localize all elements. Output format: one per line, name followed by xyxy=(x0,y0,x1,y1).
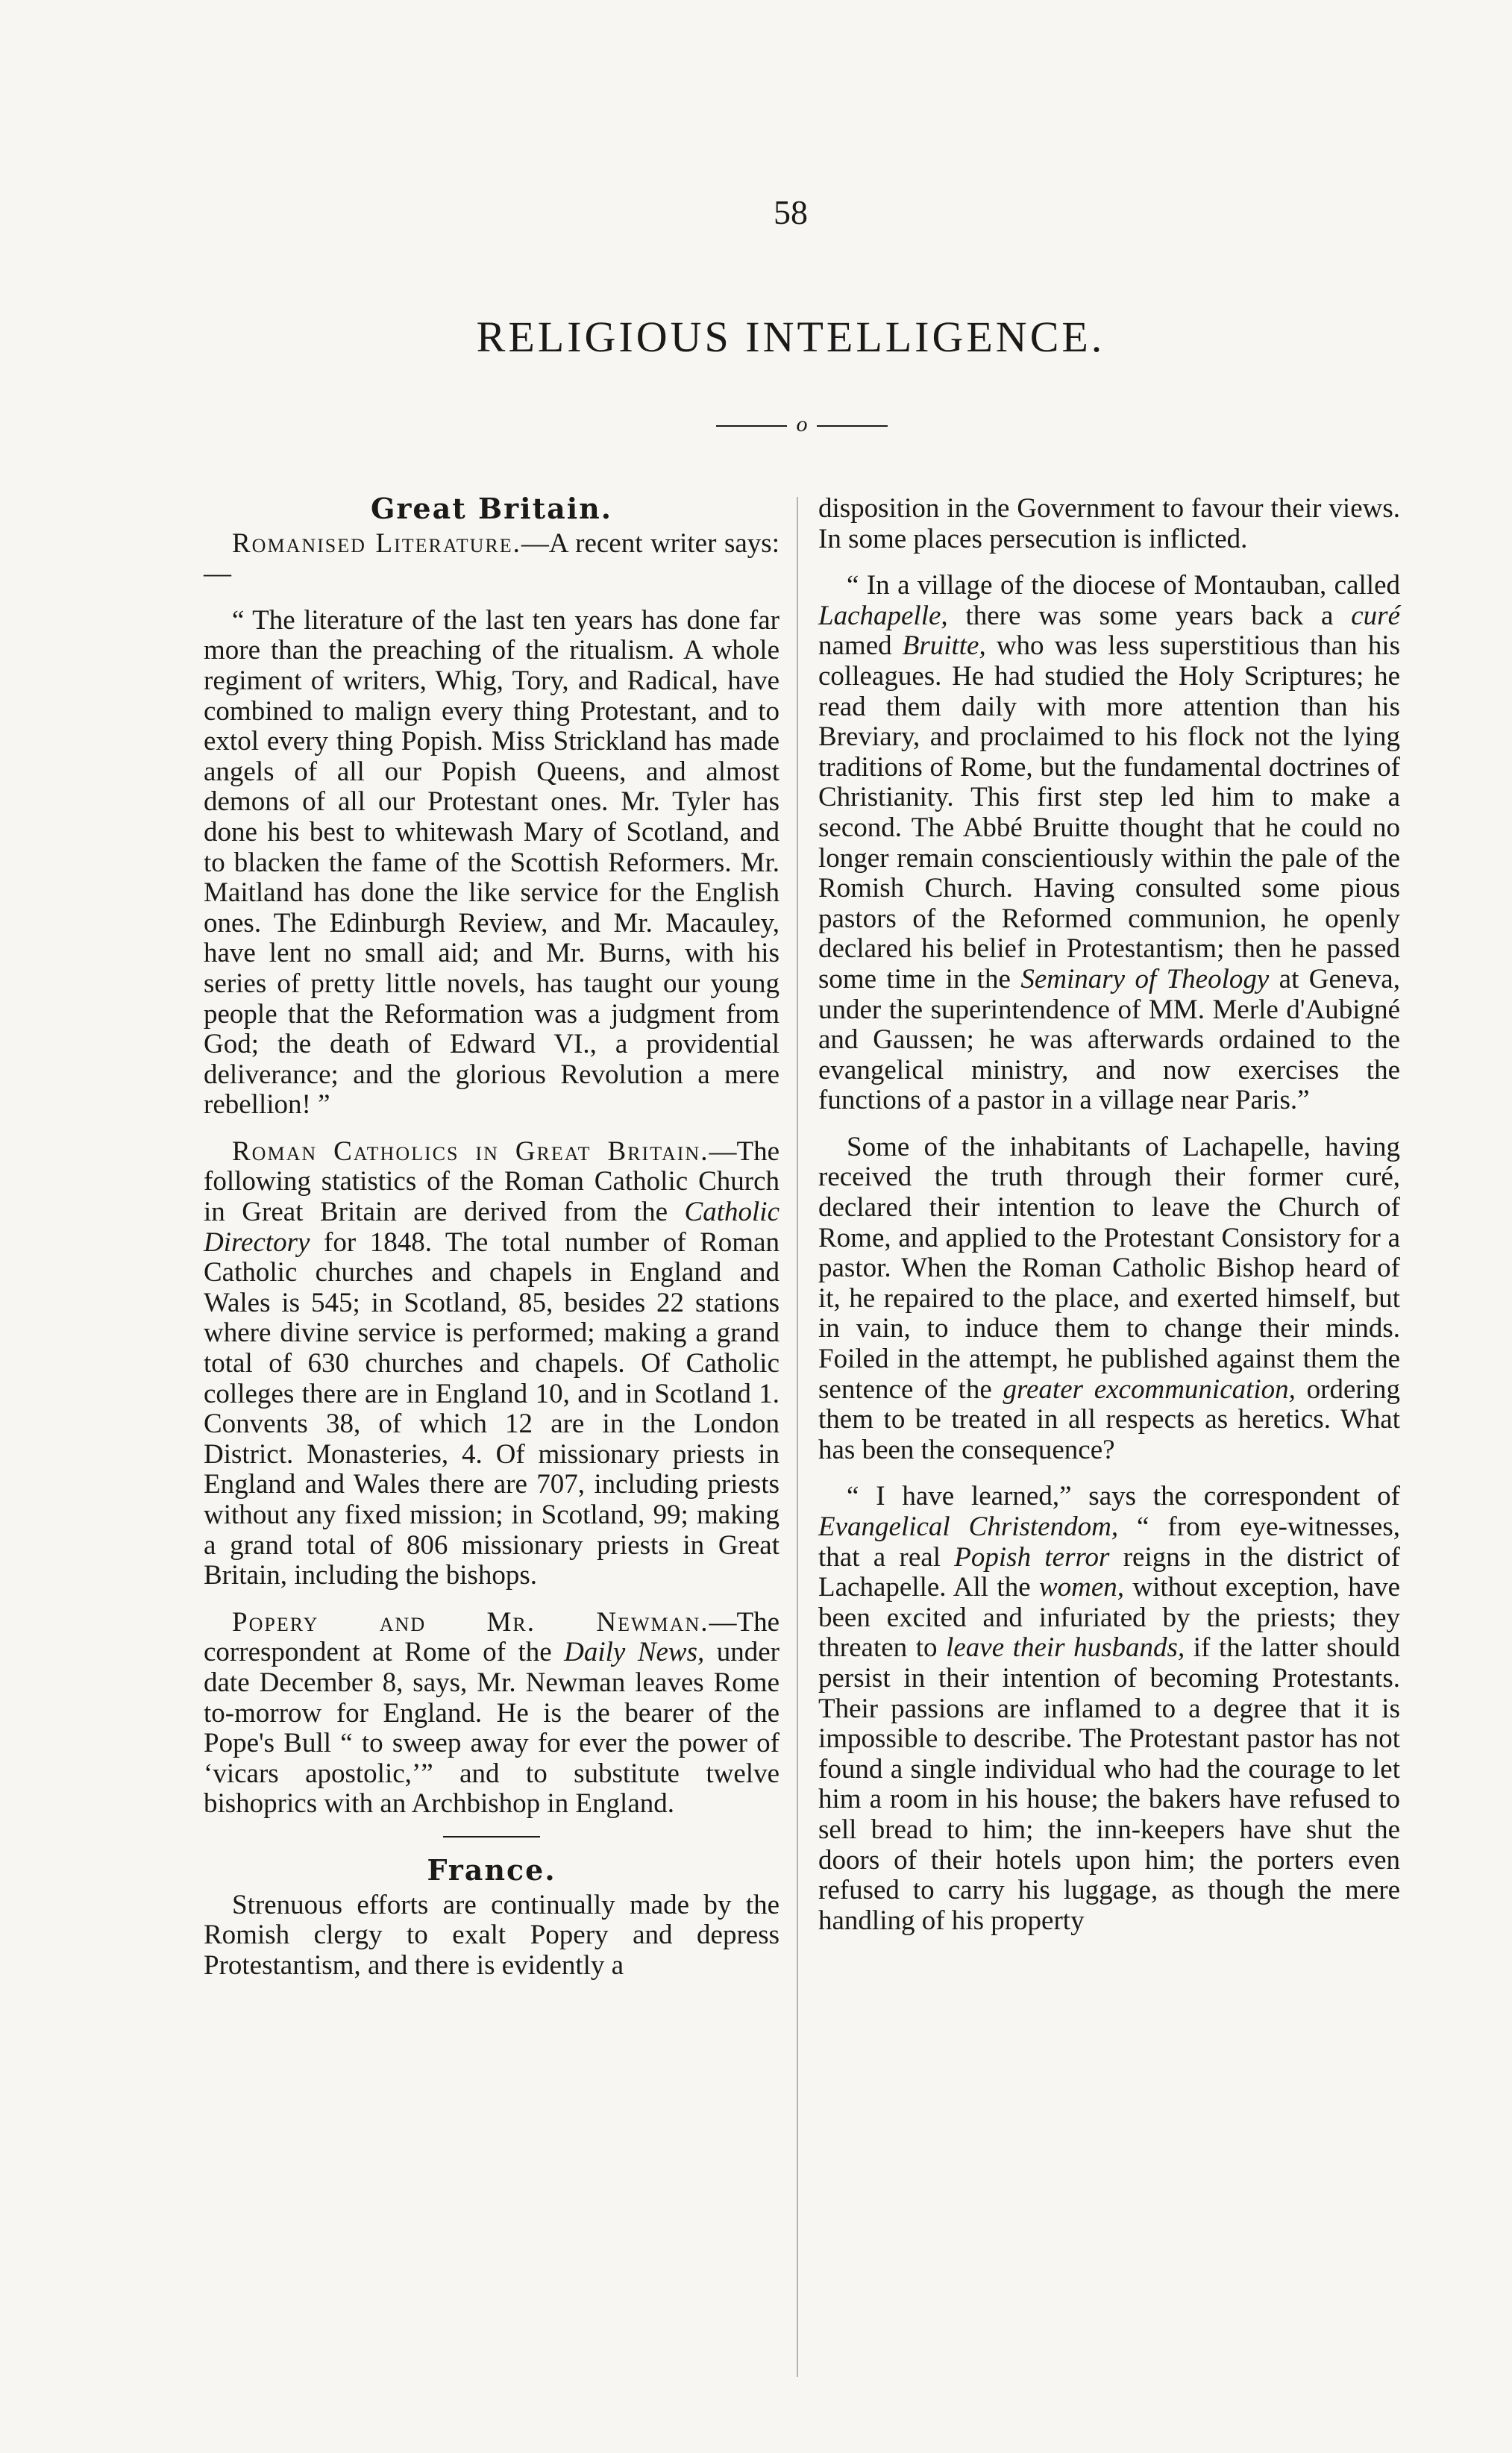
paragraph-correspondent: “ I have learned,” says the correspondent of Evangelical Christendom, “ from eye-witnesses, that a real Popish terror reigns in the district of Lachapelle. All the women, without exception, have been excited and infuriated by the priests; they threaten to leave their husbands, if the latter should persist in their intention of becoming Protestants. Their passions are inflamed to a degree that it is impossible to describe. The Protestant pastor has not found a single individual who had the courage to let him a room in his house; the bakers have refused to sell bread to him; the inn-keepers have shut the doors of their hotels upon him; the porters even refused to carry his luggage, as though the mere handling of his property xyxy=(818,1481,1400,1936)
article-romanised-literature: Romanised Literature.—A recent writer says:— xyxy=(204,527,779,589)
paragraph-inhabitants: Some of the inhabitants of Lachapelle, having received the truth through their former curé, declared their intention to leave the Church of Rome, and applied to the Protestant Consistory for a pastor. When the Roman Catholic Bishop heard of it, he repaired to the place, and exerted himself, but in vain, to induce them to change their minds. Foiled in the attempt, he published against them the sentence of the greater excommunication, ordering them to be treated in all respects as heretics. What has been the consequence? xyxy=(818,1131,1400,1465)
section-heading-france: France. xyxy=(427,1852,556,1887)
left-column xyxy=(204,494,779,1997)
article-popery-newman: Popery and Mr. Newman.—The correspondent at Rome of the Daily News, under date December 8, says, Mr. Newman leaves Rome to-morrow for England. He is the bearer of the Pope's Bull “ to sweep away for ever the power of ‘vicars apostolic,’” and to substitute twelve bishoprics with an Archbishop in England. xyxy=(204,1606,779,1820)
article-roman-catholics: Roman Catholics in Great Britain.—The following statistics of the Roman Catholic Church in Great Britain are derived from the Catholic Directory for 1848. The total number of Roman Catholic churches and chapels in England and Wales is 545; in Scotland, 85, besides 22 stations where divine service is performed; making a grand total of 630 churches and chapels. Of Catholic colleges there are in England 10, and in Scotland 1. Convents 38, of which 12 are in the London District. Monasteries, 4. Of missionary priests in England and Wales there are 707, including priests without any fixed mission; in Scotland, 99; making a grand total of 806 missionary priests in Great Britain, including the bishops. xyxy=(204,1135,779,1591)
column-divider xyxy=(797,497,798,2377)
paragraph-lachapelle-village: “ In a village of the diocese of Montauban, called Lachapelle, there was some years back a curé named Bruitte, who was less superstitious than his colleagues. He had studied the Holy Scriptures; he read them daily with more attention than his Breviary, and proclaimed to his flock not the lying traditions of Rome, but the fundamental doctrines of Christianity. This first step led him to make a second. The Abbé Bruitte thought that he could no longer remain conscientiously within the pale of the Romish Church. Having consulted some pious pastors of the Reformed communion, he openly declared his belief in Protestantism; then he passed some time in the Seminary of Theology at Geneva, under the superintendence of MM. Merle d'Aubigné and Gaussen; he was afterwards ordained to the evangelical ministry, and now exercises the functions of a pastor in a village near Paris.” xyxy=(818,570,1400,1116)
section-heading-great-britain: Great Britain. xyxy=(370,492,613,525)
quote-romanised-literature: “ The literature of the last ten years has done far more than the preaching of the ritualism. A whole regiment of writers, Whig, Tory, and Radical, have combined to malign every thing Protestant, and to extol every thing Popish. Miss Strickland has made angels of all our Popish Queens, and almost demons of all our Protestant ones. Mr. Tyler has done his best to whitewash Mary of Scotland, and to blacken the fame of the Scottish Reformers. Mr. Maitland has done the like service for the English ones. The Edinburgh Review, and Mr. Macauley, have lent no small aid; and Mr. Burns, with his series of pretty little novels, has taught our young people that the Reformation was a judgment from God; the death of Edward VI., a providential deliverance; and the glorious Revolution a mere rebellion! ” xyxy=(204,604,779,1121)
page-title: RELIGIOUS INTELLIGENCE. xyxy=(476,313,1105,361)
article-france: Strenuous efforts are continually made by the Romish clergy to exalt Popery and depress Protestantism, and there is evidently a xyxy=(204,1889,779,1981)
paragraph-continuation: disposition in the Government to favour their views. In some places persecution is inflicted. xyxy=(818,493,1400,554)
section-divider xyxy=(443,1836,540,1838)
page-number: 58 xyxy=(774,193,808,231)
title-ornament: o xyxy=(716,412,888,442)
right-column xyxy=(818,494,1400,1952)
